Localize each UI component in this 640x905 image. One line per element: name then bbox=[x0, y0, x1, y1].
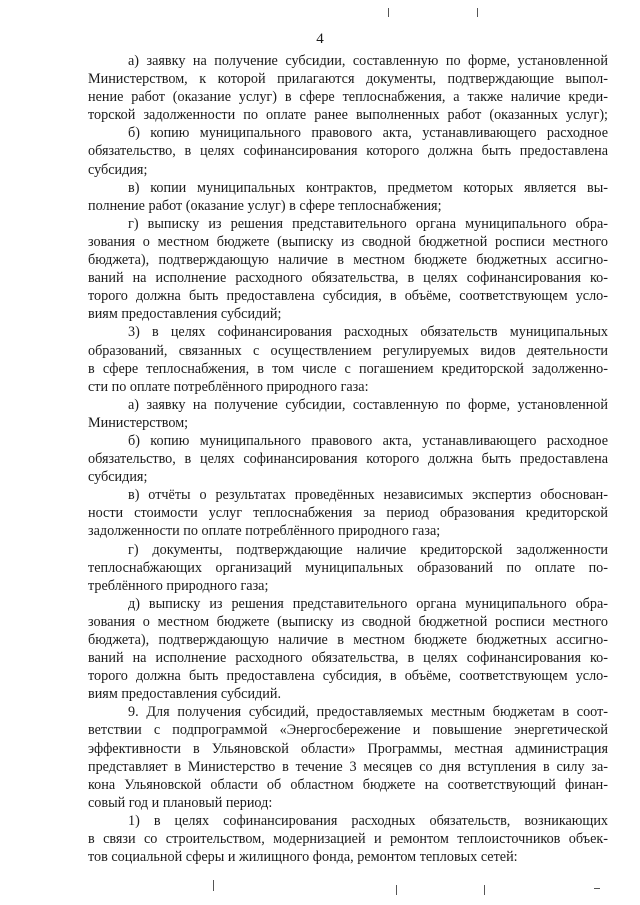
text-line: б) копию муниципального правового акта, устанавливающего расходное bbox=[128, 125, 608, 142]
text-line: зования о местном бюджете (выписку из сводной бюджетной росписи местного bbox=[88, 613, 608, 630]
text-line: г) документы, подтверждающие наличие кредиторской задолженности bbox=[128, 541, 608, 558]
text-line: торого должна быть предоставлена субсидия, в объёме, соответствующем усло- bbox=[88, 288, 608, 305]
text-line: ности стоимости услуг теплоснабжения за период образования кредиторской bbox=[88, 505, 608, 522]
text-line: б) копию муниципального правового акта, устанавливающего расходное bbox=[128, 432, 608, 449]
text-line: торого должна быть предоставлена субсидия, в объёме, соответствующем усло- bbox=[88, 668, 608, 685]
text-line: треблённого природного газа; bbox=[88, 577, 269, 594]
text-line: ваний на исполнение расходного обязательства, в целях софинансирования ко- bbox=[88, 650, 608, 667]
text-line: а) заявку на получение субсидии, составленную по форме, установленной bbox=[128, 53, 608, 69]
text-line: а) заявку на получение субсидии, составленную по форме, установленной bbox=[128, 396, 608, 413]
text-line: виям предоставления субсидий; bbox=[88, 306, 282, 323]
text-line: 3) в целях софинансирования расходных обязательств муниципальных bbox=[128, 324, 608, 341]
text-line: ваний на исполнение расходного обязательства, в целях софинансирования ко- bbox=[88, 270, 608, 287]
text-line: задолженности по оплате потреблённого природного газа; bbox=[88, 523, 441, 540]
text-line: обязательство, в целях софинансирования которого должна быть предоставлена bbox=[88, 451, 608, 468]
text-line: д) выписку из решения представительного органа муниципального обра- bbox=[128, 595, 608, 612]
text-line: теплоснабжающих организаций муниципальных образований по оплате по- bbox=[88, 559, 608, 576]
text-line: зования о местном бюджете (выписку из сводной бюджетной росписи местного bbox=[88, 233, 608, 250]
text-line: в связи со строительством, модернизацией и ремонтом теплоисточников объек- bbox=[88, 831, 608, 848]
text-line: в) копии муниципальных контрактов, предметом которых является вы- bbox=[128, 179, 608, 196]
text-line: в сфере теплоснабжения, в том числе с погашением кредиторской задолженно- bbox=[88, 360, 608, 377]
text-line: Министерством; bbox=[88, 414, 189, 431]
text-line: бюджета), подтверждающую наличие в местном бюджете бюджетных ассигно- bbox=[88, 252, 608, 269]
text-line: 1) в целях софинансирования расходных обязательств, возникающих bbox=[128, 812, 608, 829]
text-line: обязательство, в целях софинансирования которого должна быть предоставлена bbox=[88, 143, 608, 160]
scan-mark bbox=[388, 8, 389, 17]
text-line: Министерством, к которой прилагаются документы, подтверждающие выпол- bbox=[88, 71, 608, 88]
text-line: 9. Для получения субсидий, предоставляемых местным бюджетам в соот- bbox=[128, 704, 608, 721]
text-line: полнение работ (оказание услуг) в сфере теплоснабжения; bbox=[88, 197, 442, 214]
text-line: сти по оплате потреблённого природного газа: bbox=[88, 378, 369, 395]
text-line: торской задолженности по оплате ранее выполненных работ (оказанных услуг); bbox=[88, 107, 608, 124]
scan-mark bbox=[594, 888, 600, 889]
text-line: в) отчёты о результатах проведённых независимых экспертиз обоснован- bbox=[128, 487, 608, 504]
text-line: представляет в Министерство в течение 3 месяцев со дня вступления в силу за- bbox=[88, 758, 608, 775]
scan-mark bbox=[477, 8, 478, 17]
scan-mark bbox=[396, 885, 397, 895]
text-line: бюджета), подтверждающую наличие в местном бюджете бюджетных ассигно- bbox=[88, 632, 608, 648]
text-line: тов социальной сферы и жилищного фонда, ремонтом тепловых сетей: bbox=[88, 849, 518, 866]
scan-mark bbox=[213, 880, 214, 891]
text-line: эффективности в Ульяновской области» Программы, местная администрация bbox=[88, 740, 608, 757]
scan-mark bbox=[484, 885, 485, 895]
text-line: ветствии с подпрограммой «Энергосбережение и повышение энергетической bbox=[88, 722, 608, 739]
text-line: субсидия; bbox=[88, 161, 148, 178]
text-line: кона Ульяновской области об областном бюджете на соответствующий финан- bbox=[88, 776, 608, 793]
text-line: виям предоставления субсидий. bbox=[88, 686, 281, 703]
document-body bbox=[88, 52, 608, 866]
text-line: нение работ (оказание услуг) в сфере теплоснабжения, а также наличие креди- bbox=[88, 89, 608, 106]
page-number: 4 bbox=[316, 31, 324, 47]
text-line: образований, связанных с осуществлением регулируемых видов деятельности bbox=[88, 342, 608, 359]
text-line: г) выписку из решения представительного органа муниципального обра- bbox=[128, 215, 608, 232]
text-line: субсидия; bbox=[88, 469, 148, 486]
text-line: совый год и плановый период: bbox=[88, 794, 273, 811]
